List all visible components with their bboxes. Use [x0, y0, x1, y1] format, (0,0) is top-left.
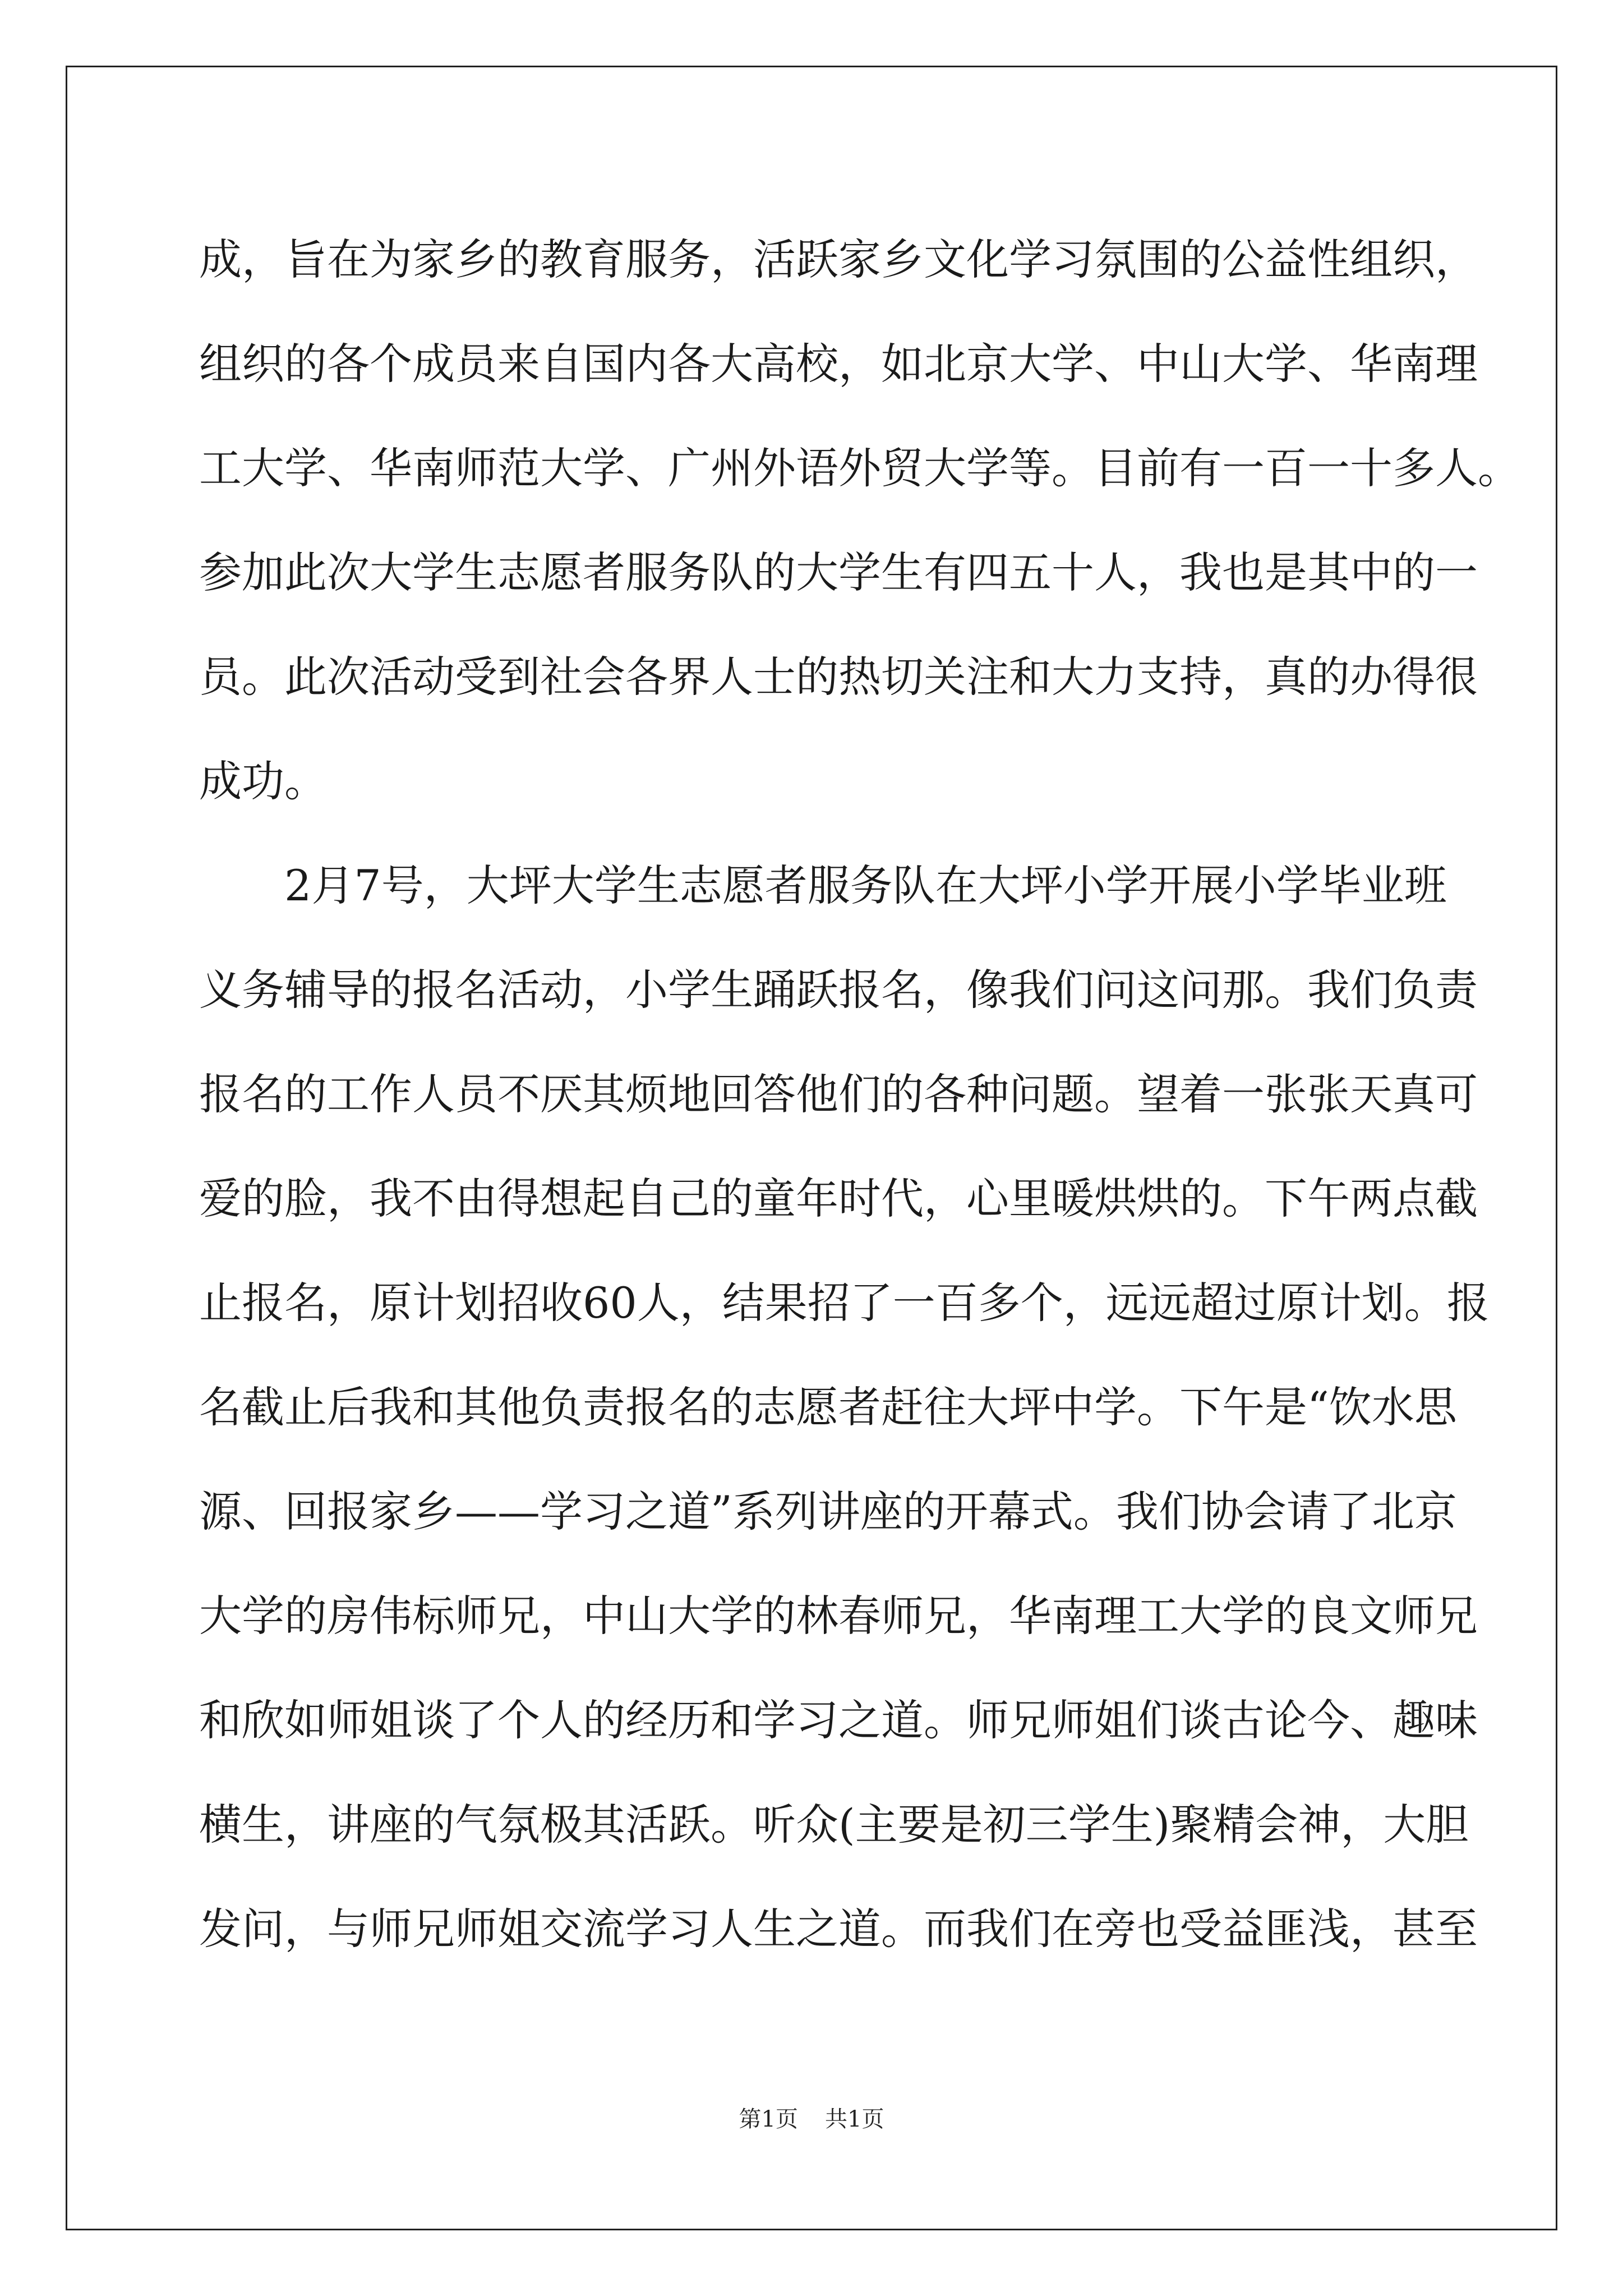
document-body	[199, 208, 1520, 1981]
text-line: 成，旨在为家乡的教育服务，活跃家乡文化学习氛围的公益性组织，	[199, 234, 1478, 284]
text-line: 2月7号，大坪大学生志愿者服务队在大坪小学开展小学毕业班	[199, 861, 1447, 910]
text-line: 大学的房伟标师兄，中山大学的林春师兄，华南理工大学的良文师兄	[199, 1591, 1478, 1641]
text-line: 参加此次大学生志愿者服务队的大学生有四五十人，我也是其中的一	[199, 547, 1478, 597]
text-line: 报名的工作人员不厌其烦地回答他们的各种问题。望着一张张天真可	[199, 1069, 1478, 1119]
text-line: 横生，讲座的气氛极其活跃。听众(主要是初三学生)聚精会神，大胆	[199, 1800, 1469, 1849]
text-line: 成功。	[199, 756, 327, 806]
page-total: 共1页	[825, 2106, 884, 2132]
text-line: 和欣如师姐谈了个人的经历和学习之道。师兄师姐们谈古论今、趣味	[199, 1695, 1478, 1745]
text-line: 义务辅导的报名活动，小学生踊跃报名，像我们问这问那。我们负责	[199, 965, 1478, 1015]
text-line: 组织的各个成员来自国内各大高校，如北京大学、中山大学、华南理	[199, 339, 1478, 389]
text-line: 工大学、华南师范大学、广州外语外贸大学等。目前有一百一十多人。	[199, 443, 1520, 493]
text-line: 发问，与师兄师姐交流学习人生之道。而我们在旁也受益匪浅，甚至	[199, 1904, 1478, 1954]
page-number: 第1页	[739, 2106, 798, 2132]
text-line: 名截止后我和其他负责报名的志愿者赶往大坪中学。下午是“饮水思	[199, 1382, 1457, 1432]
text-line: 员。此次活动受到社会各界人士的热切关注和大力支持，真的办得很	[199, 652, 1478, 702]
text-line: 源、回报家乡——学习之道”系列讲座的开幕式。我们协会请了北京	[199, 1487, 1457, 1536]
text-line: 止报名，原计划招收60人，结果招了一百多个，远远超过原计划。报	[199, 1278, 1490, 1328]
page-footer	[0, 2102, 1623, 2136]
text-line: 爱的脸，我不由得想起自己的童年时代，心里暖烘烘的。下午两点截	[199, 1174, 1478, 1223]
